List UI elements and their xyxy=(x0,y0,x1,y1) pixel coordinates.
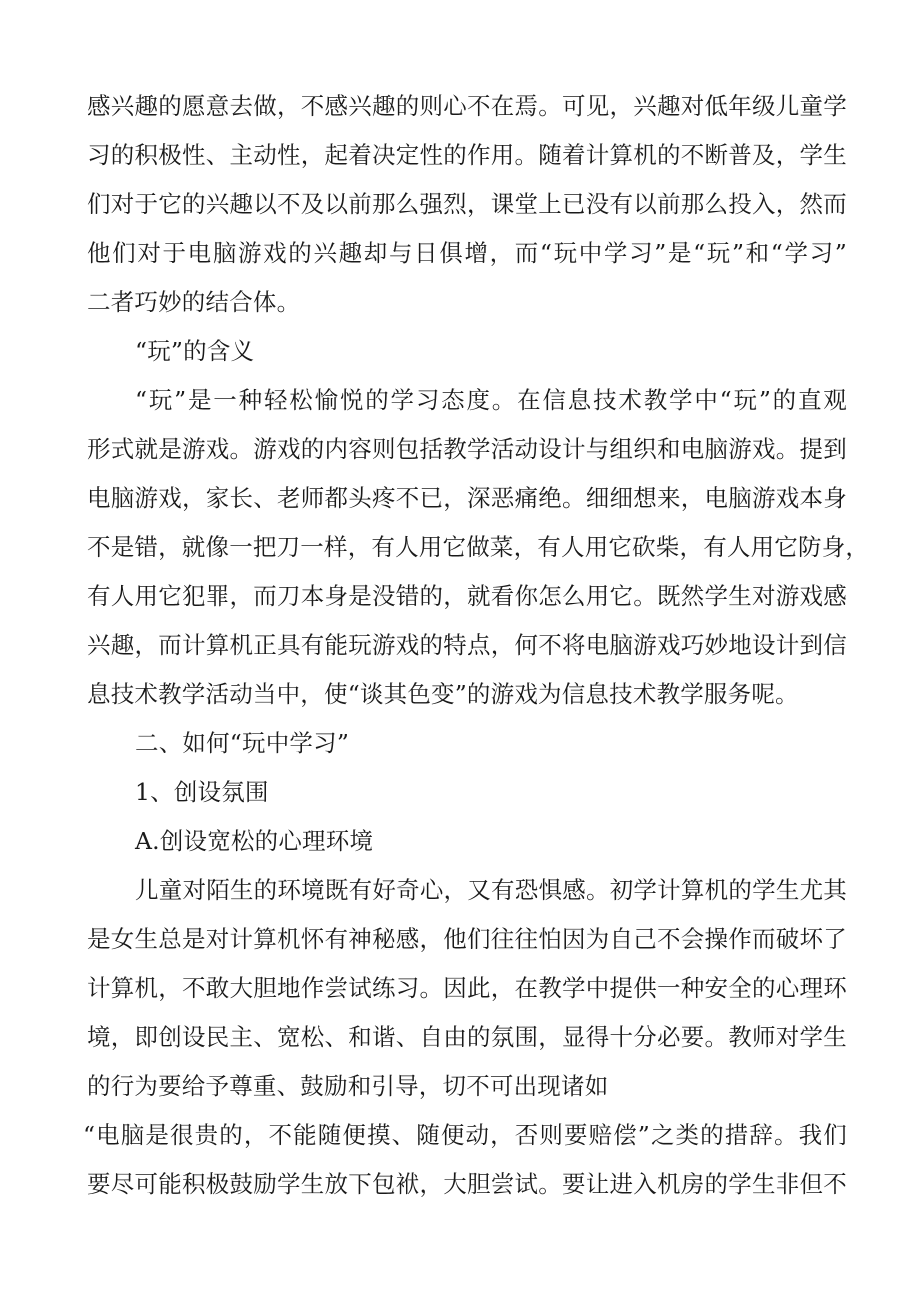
body-text-line: 要尽可能积极鼓励学生放下包袱，大胆尝试。要让进入机房的学生非但不 xyxy=(87,1170,847,1198)
paragraph-first-line: “玩”是一种轻松愉悦的学习态度。在信息技术教学中“玩”的直观 xyxy=(135,386,847,414)
body-text-line: 兴趣，而计算机正具有能玩游戏的特点，何不将电脑游戏巧妙地设计到信 xyxy=(87,631,847,659)
section-heading: “玩”的含义 xyxy=(135,337,255,365)
body-text-line: 有人用它犯罪，而刀本身是没错的，就看你怎么用它。既然学生对游戏感 xyxy=(87,582,847,610)
subsection-heading: 1、创设氛围 xyxy=(135,778,269,806)
body-text-line: 境，即创设民主、宽松、和谐、自由的氛围，显得十分必要。教师对学生 xyxy=(87,1023,847,1051)
paragraph-first-line: 儿童对陌生的环境既有好奇心，又有恐惧感。初学计算机的学生尤其 xyxy=(135,876,847,904)
body-text-line: 不是错，就像一把刀一样，有人用它做菜，有人用它砍柴，有人用它防身， xyxy=(87,533,870,561)
body-text-line: 是女生总是对计算机怀有神秘感，他们往往怕因为自己不会操作而破坏了 xyxy=(87,925,847,953)
body-text-line: 二者巧妙的结合体。 xyxy=(87,288,301,316)
section-heading: 二、如何“玩中学习” xyxy=(135,729,350,757)
body-text-line: 息技术教学活动当中，使“谈其色变”的游戏为信息技术教学服务呢。 xyxy=(87,680,799,708)
body-text-line: “电脑是很贵的，不能随便摸、随便动，否则要赔偿”之类的措辞。我们 xyxy=(83,1121,847,1149)
body-text-line: 计算机，不敢大胆地作尝试练习。因此，在教学中提供一种安全的心理环 xyxy=(87,974,847,1002)
body-text-line: 形式就是游戏。游戏的内容则包括教学活动设计与组织和电脑游戏。提到 xyxy=(87,435,847,463)
body-text-line: 感兴趣的愿意去做，不感兴趣的则心不在焉。可见，兴趣对低年级儿童学 xyxy=(87,92,847,120)
subsection-heading: A.创设宽松的心理环境 xyxy=(135,827,374,855)
body-text-line: 习的积极性、主动性，起着决定性的作用。随着计算机的不断普及，学生 xyxy=(87,141,847,169)
body-text-line: 的行为要给予尊重、鼓励和引导，切不可出现诸如 xyxy=(87,1072,609,1100)
body-text-line: 电脑游戏，家长、老师都头疼不已，深恶痛绝。细细想来，电脑游戏本身 xyxy=(87,484,847,512)
body-text-line: 们对于它的兴趣以不及以前那么强烈，课堂上已没有以前那么投入，然而 xyxy=(87,190,847,218)
body-text-line: 他们对于电脑游戏的兴趣却与日俱增，而“玩中学习”是“玩”和“学习” xyxy=(87,239,847,267)
